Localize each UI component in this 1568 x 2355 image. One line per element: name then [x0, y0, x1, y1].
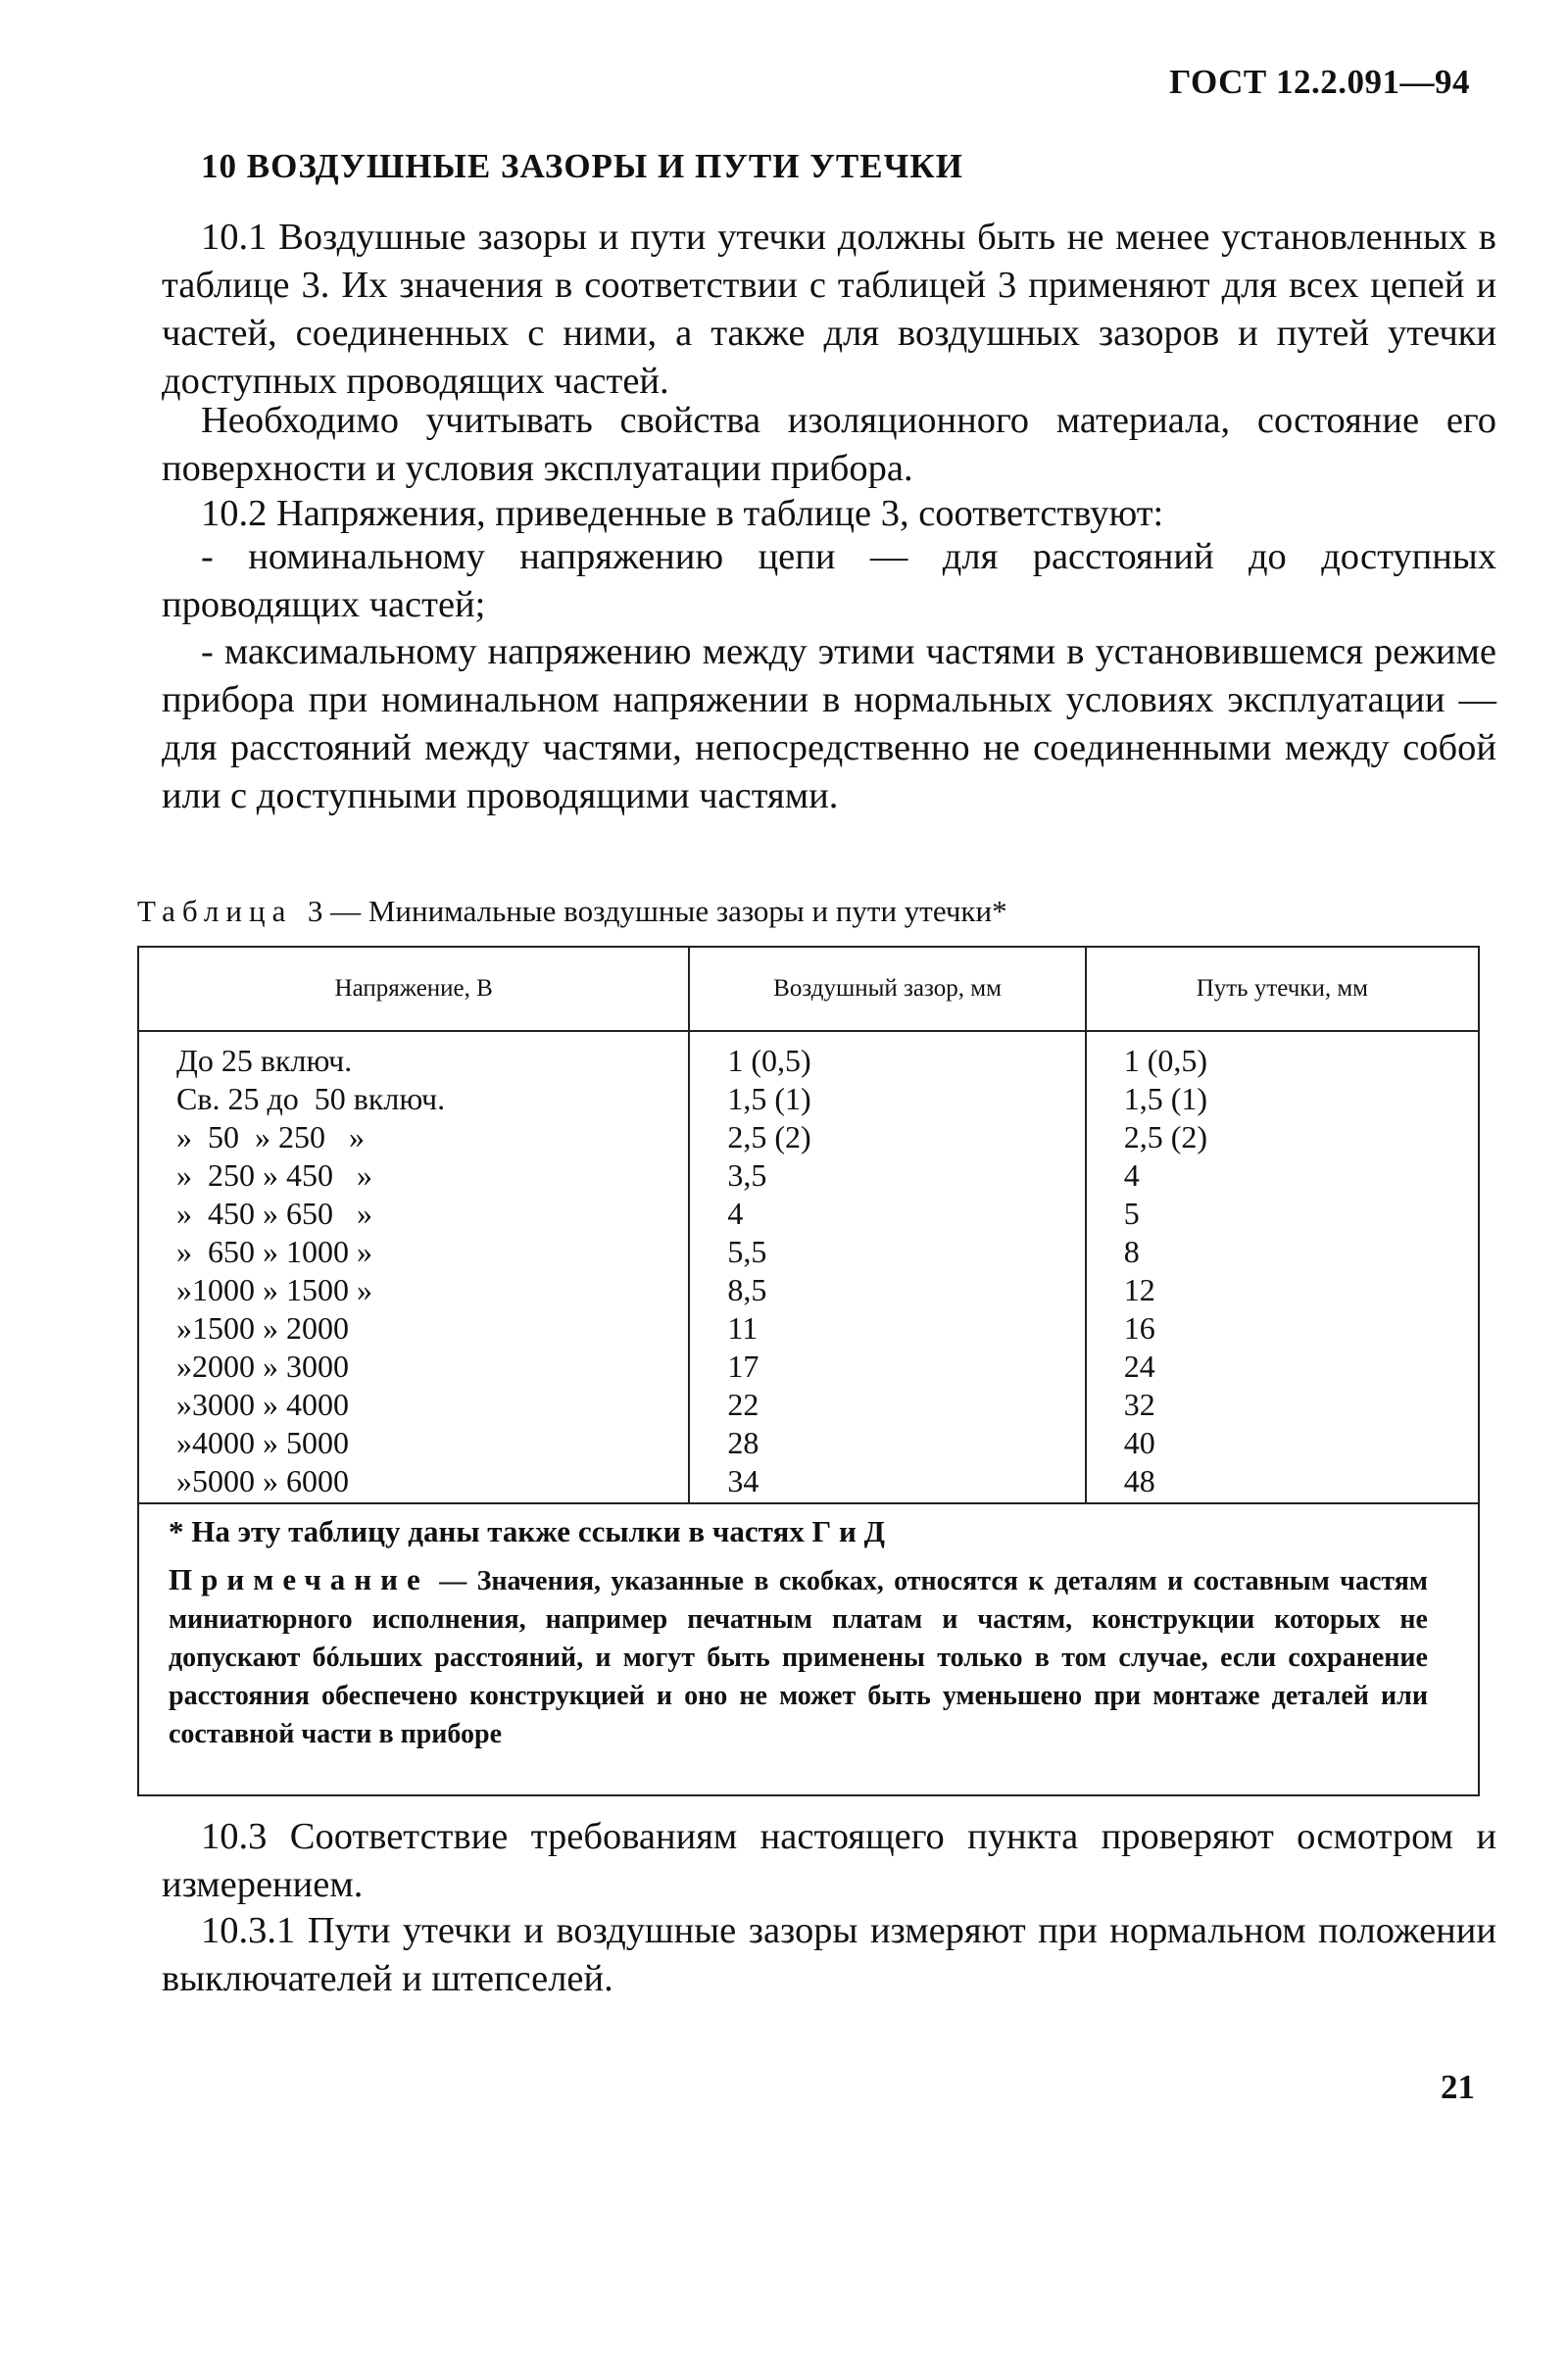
cell-voltage: » 50 » 250 » — [138, 1118, 689, 1156]
cell-voltage: »3000 » 4000 — [138, 1386, 689, 1424]
header-creepage: Путь утечки, мм — [1086, 947, 1479, 1031]
cell-voltage: Св. 25 до 50 включ. — [138, 1080, 689, 1118]
paragraph-10-3 — [162, 1813, 1496, 1909]
table-body — [138, 1031, 1479, 1502]
cell-air-clearance: 2,5 (2) — [689, 1118, 1085, 1156]
paragraph-10-1-text: 10.1 Воздушные зазоры и пути утечки должны быть не менее установленных в таблице 3. Их значения в соответствии с таблицей 3 применяют для всех цепей и частей, соединенных с ними, а также для воздушных зазоров и путей утечки доступных проводящих частей. — [162, 217, 1496, 402]
cell-air-clearance: 11 — [689, 1309, 1085, 1348]
table-row — [138, 1309, 1479, 1348]
paragraph-10-1-continued-text: Необходимо учитывать свойства изоляционного материала, состояние его поверхности и условия эксплуатации прибора. — [162, 400, 1496, 489]
table-caption-text: 3 — Минимальные воздушные зазоры и пути утечки* — [307, 894, 1007, 928]
cell-creepage: 12 — [1086, 1271, 1479, 1309]
cell-creepage: 16 — [1086, 1309, 1479, 1348]
paragraph-10-2-item-b-text: - максимальному напряжению между этими частями в установившемся режиме прибора при номинальном напряжении в нормальных условиях эксплуатации — для расстояний между частями, непосредственно не соединенными между собой или с доступными проводящими частями. — [162, 631, 1496, 816]
page-number: 21 — [1441, 2068, 1475, 2106]
cell-air-clearance: 1,5 (1) — [689, 1080, 1085, 1118]
cell-creepage: 48 — [1086, 1462, 1479, 1502]
cell-air-clearance: 5,5 — [689, 1233, 1085, 1271]
table-row — [138, 1195, 1479, 1233]
table-note-text: — Значения, указанные в скобках, относятся к деталям и составным частям миниатюрного исполнения, например печатным платам и частям, конструкции которых не допускают бóльших расстояний, и могут быть применены только в том случае, если сохранение расстояния обеспечено конструкцией и оно не может быть уменьшено при монтаже деталей или составной части в приборе — [169, 1566, 1428, 1749]
cell-air-clearance: 4 — [689, 1195, 1085, 1233]
table-caption — [137, 894, 1007, 929]
cell-air-clearance: 28 — [689, 1424, 1085, 1462]
table-header-row — [138, 947, 1479, 1031]
section-title: 10 ВОЗДУШНЫЕ ЗАЗОРЫ И ПУТИ УТЕЧКИ — [201, 147, 963, 185]
paragraph-10-2-item-a-text: - номинальному напряжению цепи — для расстояний до доступных проводящих частей; — [162, 536, 1496, 625]
paragraph-10-2 — [162, 490, 1496, 538]
cell-creepage: 5 — [1086, 1195, 1479, 1233]
paragraph-10-2-item-a — [162, 533, 1496, 629]
table-row — [138, 1462, 1479, 1502]
cell-air-clearance: 1 (0,5) — [689, 1031, 1085, 1080]
cell-creepage: 1 (0,5) — [1086, 1031, 1479, 1080]
table-footnote: * На эту таблицу даны также ссылки в частях Г и Д — [169, 1514, 885, 1548]
cell-creepage: 4 — [1086, 1156, 1479, 1195]
cell-voltage: До 25 включ. — [138, 1031, 689, 1080]
paragraph-10-3-1 — [162, 1907, 1496, 2003]
cell-voltage: »5000 » 6000 — [138, 1462, 689, 1502]
table-caption-label: Таблица — [137, 894, 293, 928]
cell-voltage: » 250 » 450 » — [138, 1156, 689, 1195]
table-note-label: Примечание — [169, 1562, 429, 1596]
table-row — [138, 1386, 1479, 1424]
table-row — [138, 1080, 1479, 1118]
paragraph-10-1-continued — [162, 397, 1496, 493]
cell-voltage: »1000 » 1500 » — [138, 1271, 689, 1309]
paragraph-10-2-text: 10.2 Напряжения, приведенные в таблице 3, соответствуют: — [201, 493, 1164, 534]
header-voltage: Напряжение, В — [138, 947, 689, 1031]
header-air-clearance: Воздушный зазор, мм — [689, 947, 1085, 1031]
cell-creepage: 1,5 (1) — [1086, 1080, 1479, 1118]
cell-creepage: 40 — [1086, 1424, 1479, 1462]
cell-creepage: 8 — [1086, 1233, 1479, 1271]
cell-creepage: 32 — [1086, 1386, 1479, 1424]
paragraph-10-3-1-text: 10.3.1 Пути утечки и воздушные зазоры измеряют при нормальном положении выключателей и штепселей. — [162, 1910, 1496, 1999]
document-standard-code: ГОСТ 12.2.091—94 — [1169, 63, 1470, 101]
table-note — [169, 1560, 1428, 1753]
cell-air-clearance: 8,5 — [689, 1271, 1085, 1309]
cell-air-clearance: 34 — [689, 1462, 1085, 1502]
cell-voltage: »4000 » 5000 — [138, 1424, 689, 1462]
paragraph-10-3-text: 10.3 Соответствие требованиям настоящего пункта проверяют осмотром и измерением. — [162, 1816, 1496, 1905]
cell-air-clearance: 3,5 — [689, 1156, 1085, 1195]
cell-voltage: »1500 » 2000 — [138, 1309, 689, 1348]
cell-air-clearance: 17 — [689, 1348, 1085, 1386]
cell-voltage: »2000 » 3000 — [138, 1348, 689, 1386]
cell-creepage: 24 — [1086, 1348, 1479, 1386]
cell-voltage: » 450 » 650 » — [138, 1195, 689, 1233]
cell-voltage: » 650 » 1000 » — [138, 1233, 689, 1271]
table-row — [138, 1233, 1479, 1271]
table-row — [138, 1348, 1479, 1386]
paragraph-10-2-item-b — [162, 628, 1496, 820]
paragraph-10-1 — [162, 214, 1496, 406]
cell-creepage: 2,5 (2) — [1086, 1118, 1479, 1156]
cell-air-clearance: 22 — [689, 1386, 1085, 1424]
table-row — [138, 1118, 1479, 1156]
table-row — [138, 1271, 1479, 1309]
table-row — [138, 1031, 1479, 1080]
table-row — [138, 1156, 1479, 1195]
clearance-table — [137, 946, 1480, 1502]
table-row — [138, 1424, 1479, 1462]
